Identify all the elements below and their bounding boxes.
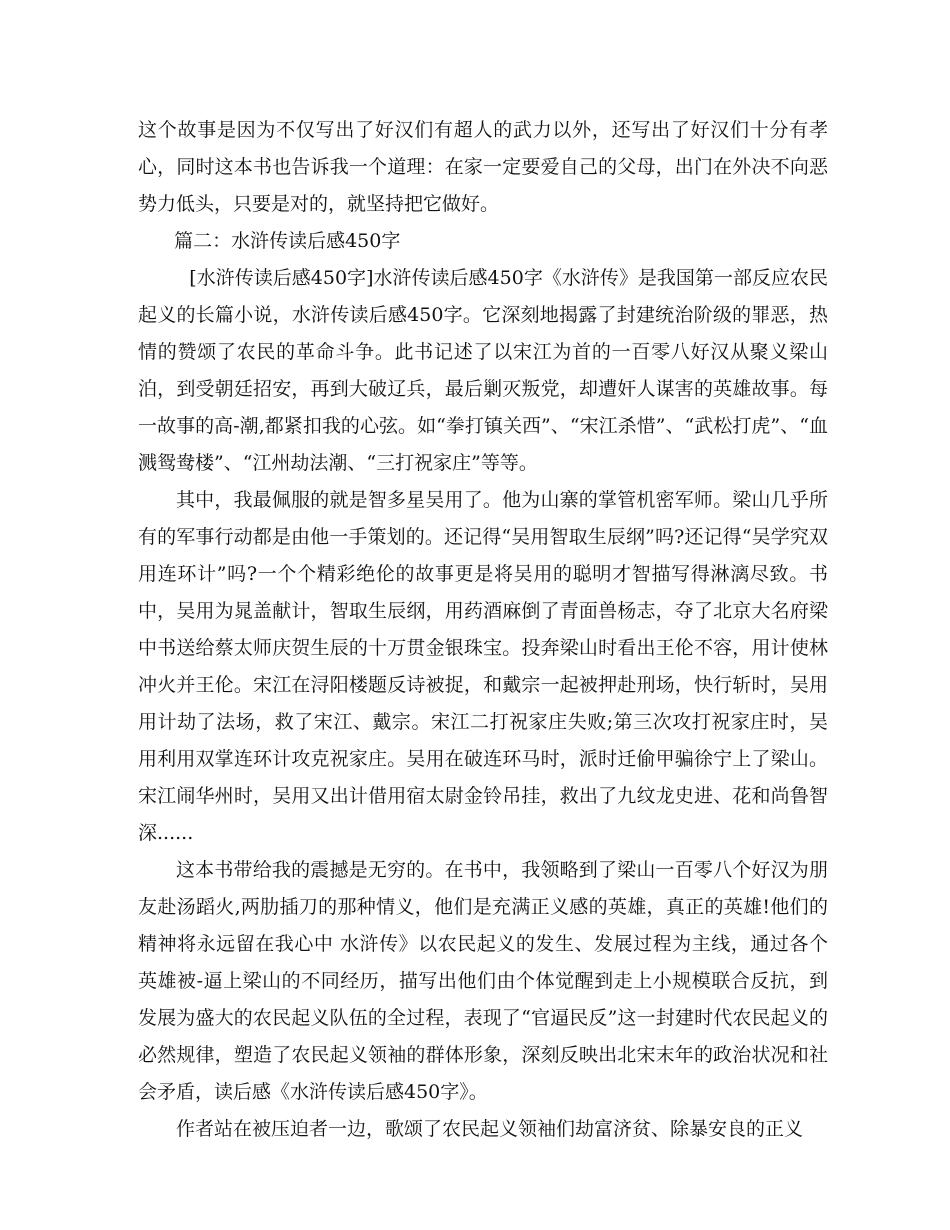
document-page — [138, 112, 828, 1148]
paragraph-closing-story: 这个故事是因为不仅写出了好汉们有超人的武力以外，还写出了好汉们十分有孝心，同时这本书也告诉我一个道理：在家一定要爱自己的父母，出门在外决不向恶势力低头，只要是对的，就坚持把它做好。 — [138, 119, 828, 215]
paragraph-intro-water-margin: [水浒传读后感450字]水浒传读后感450字《水浒传》是我国第一部反应农民起义的长篇小说，水浒传读后感450字。它深刻地揭露了封建统治阶级的罪恶，热情的赞颂了农民的革命斗争。此书记述了以宋江为首的一百零八好汉从聚义梁山泊，到受朝廷招安，再到大破辽兵，最后剿灭叛党，却遭奸人谋害的英雄故事。每一故事的高-潮,都紧扣我的心弦。如“拳打镇关西”、“宋江杀惜”、“武松打虎”、“血溅鸳鸯楼”、“江州劫法潮、“三打祝家庄”等等。 — [138, 267, 828, 474]
paragraph-wu-yong: 其中，我最佩服的就是智多星吴用了。他为山寨的掌管机密军师。梁山几乎所有的军事行动都是由他一手策划的。还记得“吴用智取生辰纲”吗?还记得“吴学究双用连环计”吗?一个个精彩绝伦的故事更是将吴用的聪明才智描写得淋漓尽致。书中，吴用为晁盖献计，智取生辰纲，用药酒麻倒了青面兽杨志，夺了北京大名府梁中书送给蔡太师庆贺生辰的十万贯金银珠宝。投奔梁山时看出王伦不容，用计使林冲火并王伦。宋江在浔阳楼题反诗被捉，和戴宗一起被押赴刑场，快行斩时，吴用用计劫了法场，救了宋江、戴宗。宋江二打祝家庄失败;第三次攻打祝家庄时，吴用利用双掌连环计攻克祝家庄。吴用在破连环马时，派时迁偷甲骗徐宁上了梁山。宋江闹华州时，吴用又出计借用宿太尉金铃吊挂，救出了九纹龙史进、花和尚鲁智深...... — [138, 489, 828, 844]
paragraph-impact: 这本书带给我的震撼是无穷的。在书中，我领略到了梁山一百零八个好汉为朋友赴汤蹈火,两肋插刀的那种情义，他们是充满正义感的英雄，真正的英雄!他们的精神将永远留在我心中 水浒传》以农民起义的发生、发展过程为主线，通过各个英雄被-逼上梁山的不同经历，描写出他们由个体觉醒到走上小规模联合反抗，到发展为盛大的农民起义队伍的全过程，表现了“官逼民反”这一封建时代农民起义的必然规律，塑造了农民起义领袖的群体形象，深刻反映出北宋末年的政治状况和社会矛盾，读后感《水浒传读后感450字》。 — [138, 859, 828, 1103]
section-heading-part-two: 篇二：水浒传读后感450字 — [174, 230, 401, 252]
paragraph-author-stance: 作者站在被压迫者一边，歌颂了农民起义领袖们劫富济贫、除暴安良的正义 — [176, 1118, 804, 1140]
